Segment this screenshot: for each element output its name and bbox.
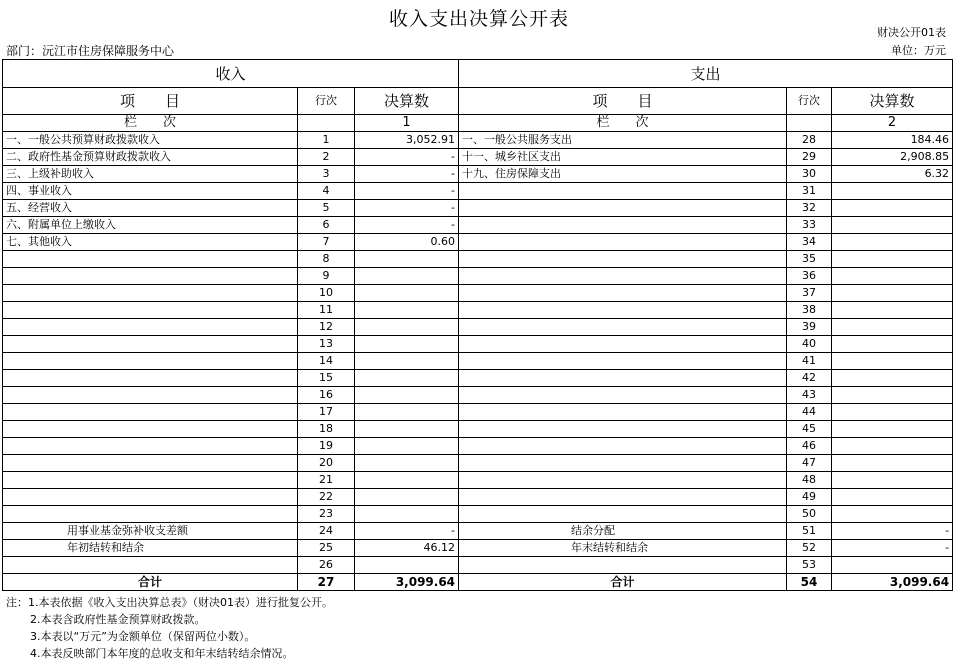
income-amount-cell <box>355 251 459 268</box>
expense-amount-cell <box>832 353 953 370</box>
expense-total-amount: 3,099.64 <box>832 574 953 591</box>
form-number: 财决公开01表 <box>877 26 946 39</box>
expense-amount-cell: 184.46 <box>832 132 953 149</box>
expense-amount-cell: 2,908.85 <box>832 149 953 166</box>
income-rowno-cell: 26 <box>298 557 355 574</box>
income-item-cell <box>3 251 298 268</box>
income-amount-cell <box>355 421 459 438</box>
expense-amount-cell: 6.32 <box>832 166 953 183</box>
expense-col-number: 2 <box>832 115 953 132</box>
table-row <box>3 217 953 234</box>
income-item-cell <box>3 336 298 353</box>
expense-rowno-cell: 43 <box>787 387 832 404</box>
expense-total-label: 合计 <box>459 574 787 591</box>
income-amount-cell <box>355 370 459 387</box>
income-rowno-cell: 24 <box>298 523 355 540</box>
table-row <box>3 319 953 336</box>
income-total-amount: 3,099.64 <box>355 574 459 591</box>
income-amount-cell: - <box>355 183 459 200</box>
expense-item-cell <box>459 387 787 404</box>
income-item-cell <box>3 387 298 404</box>
expense-item-cell <box>459 251 787 268</box>
income-rowno-cell: 4 <box>298 183 355 200</box>
expense-item-cell <box>459 336 787 353</box>
expense-amount-cell <box>832 370 953 387</box>
expense-item-cell: 结余分配 <box>459 523 787 540</box>
income-rowno-cell: 2 <box>298 149 355 166</box>
expense-amount-cell <box>832 251 953 268</box>
income-rowno-cell: 5 <box>298 200 355 217</box>
income-rowno-cell: 14 <box>298 353 355 370</box>
expense-amount-cell <box>832 217 953 234</box>
income-amount-cell <box>355 353 459 370</box>
table-body <box>3 132 953 574</box>
income-rowno-cell: 3 <box>298 166 355 183</box>
table-row <box>3 404 953 421</box>
table-row <box>3 455 953 472</box>
expense-amount-cell <box>832 404 953 421</box>
income-amount-cell <box>355 506 459 523</box>
income-item-cell <box>3 489 298 506</box>
income-amount-cell <box>355 268 459 285</box>
expense-rowno-cell: 33 <box>787 217 832 234</box>
income-item-cell <box>3 353 298 370</box>
table-row <box>3 336 953 353</box>
income-rowno-cell: 25 <box>298 540 355 557</box>
income-amount-cell <box>355 336 459 353</box>
expense-item-cell <box>459 404 787 421</box>
income-amount-cell: - <box>355 200 459 217</box>
income-item-cell <box>3 268 298 285</box>
income-amount-cell <box>355 404 459 421</box>
income-item-cell <box>3 438 298 455</box>
expense-rowno-cell: 44 <box>787 404 832 421</box>
expense-item-cell <box>459 302 787 319</box>
table-row <box>3 132 953 149</box>
income-col-label: 栏 次 <box>3 115 298 132</box>
expense-item-cell: 十一、城乡社区支出 <box>459 149 787 166</box>
income-item-cell <box>3 455 298 472</box>
income-section-header: 收入 <box>3 60 459 88</box>
income-item-cell: 四、事业收入 <box>3 183 298 200</box>
expense-rowno-cell: 53 <box>787 557 832 574</box>
income-item-cell: 五、经营收入 <box>3 200 298 217</box>
expense-item-cell <box>459 234 787 251</box>
income-amount-cell: 3,052.91 <box>355 132 459 149</box>
income-item-cell: 七、其他收入 <box>3 234 298 251</box>
expense-rowno-cell: 41 <box>787 353 832 370</box>
income-item-cell <box>3 472 298 489</box>
income-rowno-cell: 17 <box>298 404 355 421</box>
income-amount-cell <box>355 285 459 302</box>
expense-rowno-cell: 47 <box>787 455 832 472</box>
total-row <box>3 574 953 591</box>
expense-item-cell <box>459 438 787 455</box>
expense-amount-cell <box>832 421 953 438</box>
note-line: 2.本表含政府性基金预算财政拨款。 <box>30 613 206 626</box>
expense-item-cell <box>459 557 787 574</box>
income-item-cell <box>3 302 298 319</box>
income-rowno-cell: 9 <box>298 268 355 285</box>
expense-amount-cell <box>832 285 953 302</box>
expense-rowno-cell: 31 <box>787 183 832 200</box>
expense-amount-cell <box>832 472 953 489</box>
income-total-label: 合计 <box>3 574 298 591</box>
expense-total-rowno: 54 <box>787 574 832 591</box>
expense-section-header: 支出 <box>459 60 953 88</box>
income-item-cell: 年初结转和结余 <box>3 540 298 557</box>
income-total-rowno: 27 <box>298 574 355 591</box>
income-item-cell: 六、附属单位上缴收入 <box>3 217 298 234</box>
income-amount-cell: - <box>355 166 459 183</box>
expense-item-cell: 一、一般公共服务支出 <box>459 132 787 149</box>
expense-item-cell <box>459 217 787 234</box>
expense-amount-cell <box>832 268 953 285</box>
table-row <box>3 438 953 455</box>
expense-amount-cell <box>832 319 953 336</box>
income-rowno-cell: 22 <box>298 489 355 506</box>
expense-item-cell <box>459 268 787 285</box>
income-amount-header: 决算数 <box>355 88 459 115</box>
table-row <box>3 489 953 506</box>
table-row <box>3 302 953 319</box>
expense-rowno-cell: 35 <box>787 251 832 268</box>
income-item-cell: 三、上级补助收入 <box>3 166 298 183</box>
income-col-blank <box>298 115 355 132</box>
expense-rowno-cell: 51 <box>787 523 832 540</box>
table-row <box>3 506 953 523</box>
expense-rowno-header: 行次 <box>787 88 832 115</box>
expense-rowno-cell: 30 <box>787 166 832 183</box>
income-rowno-cell: 11 <box>298 302 355 319</box>
expense-item-cell <box>459 421 787 438</box>
expense-amount-cell <box>832 506 953 523</box>
expense-rowno-cell: 40 <box>787 336 832 353</box>
income-amount-cell <box>355 438 459 455</box>
income-item-cell <box>3 319 298 336</box>
expense-rowno-cell: 36 <box>787 268 832 285</box>
income-rowno-cell: 1 <box>298 132 355 149</box>
table-row <box>3 421 953 438</box>
income-rowno-cell: 15 <box>298 370 355 387</box>
expense-item-cell <box>459 506 787 523</box>
expense-rowno-cell: 46 <box>787 438 832 455</box>
table-row <box>3 268 953 285</box>
expense-item-header: 项 目 <box>459 88 787 115</box>
expense-item-cell <box>459 319 787 336</box>
income-rowno-cell: 7 <box>298 234 355 251</box>
expense-amount-cell <box>832 302 953 319</box>
income-item-cell <box>3 421 298 438</box>
table-row <box>3 557 953 574</box>
column-header-row <box>3 88 953 115</box>
note-line: 注：1.本表依据《收入支出决算总表》（财决01表）进行批复公开。 <box>6 596 333 609</box>
income-item-cell <box>3 557 298 574</box>
expense-item-cell <box>459 472 787 489</box>
income-rowno-cell: 10 <box>298 285 355 302</box>
expense-amount-cell <box>832 234 953 251</box>
expense-item-cell <box>459 370 787 387</box>
expense-item-cell <box>459 183 787 200</box>
expense-amount-cell <box>832 438 953 455</box>
expense-rowno-cell: 52 <box>787 540 832 557</box>
income-rowno-cell: 20 <box>298 455 355 472</box>
income-rowno-cell: 19 <box>298 438 355 455</box>
expense-rowno-cell: 34 <box>787 234 832 251</box>
note-line: 4.本表反映部门本年度的总收支和年末结转结余情况。 <box>30 647 294 660</box>
table-row <box>3 387 953 404</box>
expense-item-cell <box>459 200 787 217</box>
income-amount-cell <box>355 489 459 506</box>
income-rowno-cell: 23 <box>298 506 355 523</box>
income-amount-cell: 0.60 <box>355 234 459 251</box>
expense-rowno-cell: 38 <box>787 302 832 319</box>
expense-amount-header: 决算数 <box>832 88 953 115</box>
income-item-header: 项 目 <box>3 88 298 115</box>
table-row <box>3 149 953 166</box>
expense-col-label: 栏 次 <box>459 115 787 132</box>
department-label: 部门：沅江市住房保障服务中心 <box>6 44 175 58</box>
expense-amount-cell <box>832 557 953 574</box>
table-row <box>3 540 953 557</box>
income-rowno-cell: 13 <box>298 336 355 353</box>
table-row <box>3 234 953 251</box>
expense-item-cell: 年末结转和结余 <box>459 540 787 557</box>
table-row <box>3 370 953 387</box>
table-row <box>3 200 953 217</box>
table-row <box>3 523 953 540</box>
expense-item-cell <box>459 353 787 370</box>
expense-rowno-cell: 29 <box>787 149 832 166</box>
expense-amount-cell: - <box>832 540 953 557</box>
expense-amount-cell <box>832 200 953 217</box>
expense-rowno-cell: 49 <box>787 489 832 506</box>
income-amount-cell: - <box>355 217 459 234</box>
income-rowno-cell: 18 <box>298 421 355 438</box>
table-row <box>3 166 953 183</box>
income-amount-cell <box>355 455 459 472</box>
income-item-cell: 二、政府性基金预算财政拨款收入 <box>3 149 298 166</box>
income-rowno-cell: 16 <box>298 387 355 404</box>
expense-rowno-cell: 37 <box>787 285 832 302</box>
income-amount-cell <box>355 387 459 404</box>
income-col-number: 1 <box>355 115 459 132</box>
table-row <box>3 472 953 489</box>
income-item-cell <box>3 285 298 302</box>
expense-amount-cell: - <box>832 523 953 540</box>
section-header-row <box>3 60 953 88</box>
expense-item-cell: 十九、住房保障支出 <box>459 166 787 183</box>
income-amount-cell: 46.12 <box>355 540 459 557</box>
expense-amount-cell <box>832 489 953 506</box>
table-row <box>3 183 953 200</box>
income-item-cell: 一、一般公共预算财政拨款收入 <box>3 132 298 149</box>
expense-item-cell <box>459 285 787 302</box>
table-row <box>3 251 953 268</box>
income-item-cell <box>3 506 298 523</box>
income-rowno-cell: 8 <box>298 251 355 268</box>
income-amount-cell <box>355 302 459 319</box>
income-amount-cell: - <box>355 523 459 540</box>
unit-label: 单位：万元 <box>891 44 946 57</box>
note-line: 3.本表以“万元”为金额单位（保留两位小数）。 <box>30 630 256 643</box>
income-expense-table <box>2 59 953 591</box>
expense-amount-cell <box>832 387 953 404</box>
expense-amount-cell <box>832 455 953 472</box>
expense-rowno-cell: 50 <box>787 506 832 523</box>
page-title: 收入支出决算公开表 <box>388 8 569 30</box>
income-amount-cell: - <box>355 149 459 166</box>
income-item-cell: 用事业基金弥补收支差额 <box>3 523 298 540</box>
expense-rowno-cell: 39 <box>787 319 832 336</box>
income-item-cell <box>3 404 298 421</box>
income-rowno-header: 行次 <box>298 88 355 115</box>
table-row <box>3 285 953 302</box>
expense-col-blank <box>787 115 832 132</box>
expense-rowno-cell: 45 <box>787 421 832 438</box>
expense-item-cell <box>459 489 787 506</box>
expense-item-cell <box>459 455 787 472</box>
income-rowno-cell: 6 <box>298 217 355 234</box>
income-item-cell <box>3 370 298 387</box>
notes <box>6 594 333 662</box>
income-amount-cell <box>355 472 459 489</box>
income-amount-cell <box>355 319 459 336</box>
income-rowno-cell: 12 <box>298 319 355 336</box>
expense-rowno-cell: 48 <box>787 472 832 489</box>
expense-amount-cell <box>832 183 953 200</box>
income-rowno-cell: 21 <box>298 472 355 489</box>
table-row <box>3 353 953 370</box>
expense-rowno-cell: 42 <box>787 370 832 387</box>
expense-rowno-cell: 32 <box>787 200 832 217</box>
expense-amount-cell <box>832 336 953 353</box>
expense-rowno-cell: 28 <box>787 132 832 149</box>
column-number-row <box>3 115 953 132</box>
income-amount-cell <box>355 557 459 574</box>
